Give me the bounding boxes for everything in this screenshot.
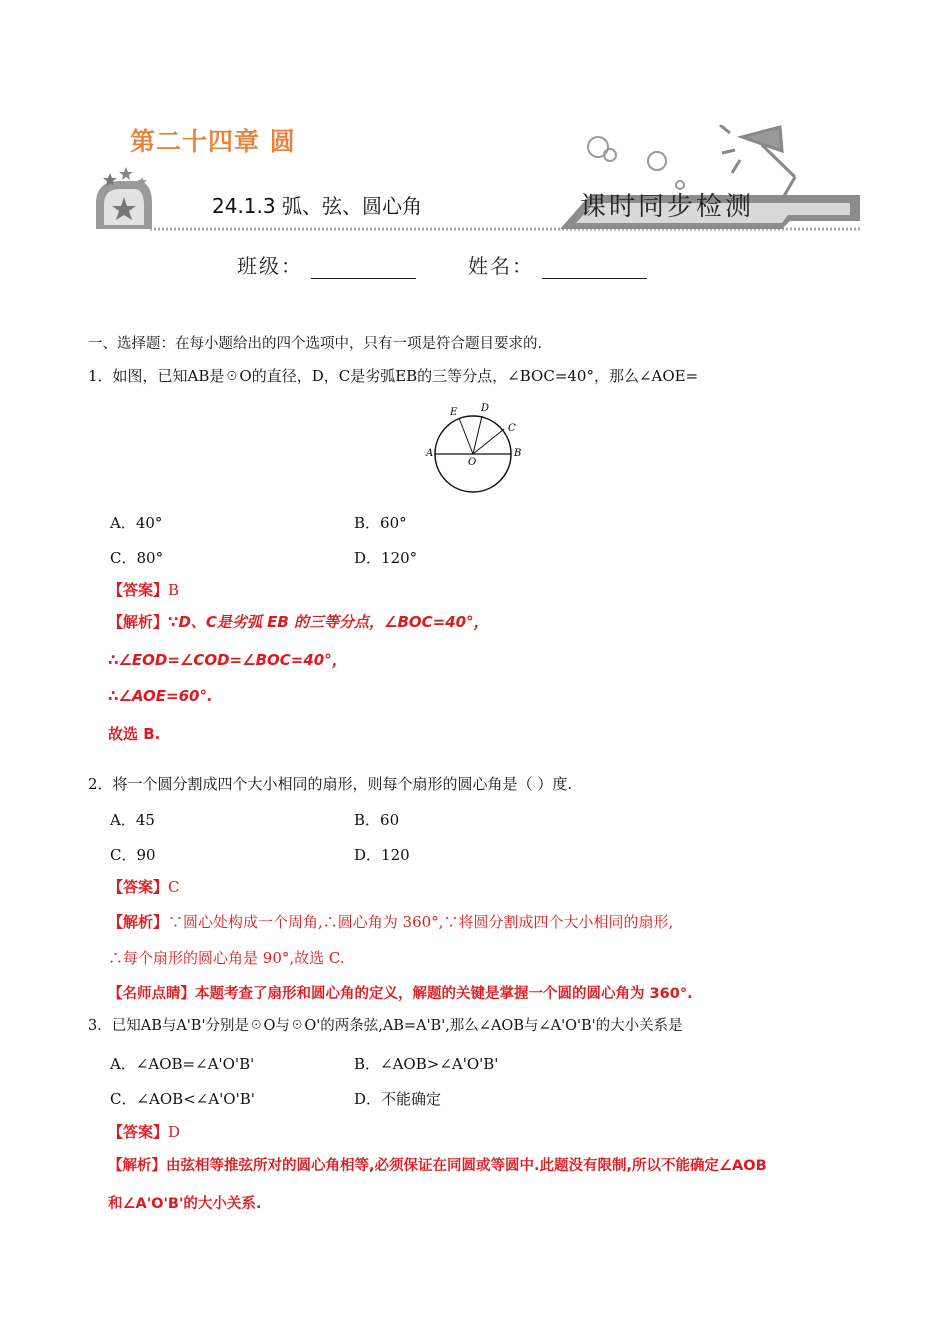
analysis-tag: 【解析】	[108, 1158, 166, 1174]
name-blank[interactable]	[542, 258, 647, 279]
label-a: A	[426, 448, 434, 459]
q3-analysis	[108, 1156, 767, 1176]
analysis-line: ∵D、C是劣弧 EB 的三等分点，∠BOC=40°，	[168, 613, 489, 631]
sync-check-title: 课时同步检测	[580, 192, 755, 222]
analysis-tag: 【解析】	[108, 613, 169, 631]
analysis-line: ∴每个扇形的圆心角是 90°,故选 C.	[108, 949, 345, 967]
q1-option-a[interactable]: A．40°	[110, 514, 163, 532]
question-1: 1．如图，已知AB是☉O的直径，D，C是劣弧EB的三等分点，∠BOC=40°，那么∠AOE=	[88, 367, 699, 385]
q3-option-d[interactable]: D．不能确定	[354, 1090, 442, 1108]
q2-option-a[interactable]: A．45	[110, 811, 155, 829]
analysis-line: 故选 B.	[108, 725, 161, 743]
section-heading: 一、选择题：在每小题给出的四个选项中，只有一项是符合题目要求的.	[88, 336, 543, 352]
q2-option-d[interactable]: D．120	[354, 846, 410, 864]
class-blank[interactable]	[311, 258, 416, 279]
q3-option-a[interactable]: A．∠AOB=∠A'O'B'	[110, 1055, 255, 1073]
tip-text: 本题考查了扇形和圆心角的定义，解题的关键是掌握一个圆的圆心角为 360°.	[195, 986, 693, 1002]
tip-tag: 【名师点睛】	[108, 986, 195, 1002]
q3-option-c[interactable]: C．∠AOB<∠A'O'B'	[110, 1090, 255, 1108]
label-e: E	[450, 407, 458, 418]
section-title: 24.1.3 弧、弦、圆心角	[212, 194, 422, 218]
answer-tag: 【答案】	[108, 1123, 169, 1141]
q1-option-c[interactable]: C．80°	[110, 549, 164, 567]
q2-analysis	[108, 912, 673, 932]
q1-option-b[interactable]: B．60°	[354, 514, 407, 532]
q2-option-c[interactable]: C．90	[110, 846, 156, 864]
analysis-line: ∴∠AOE=60°.	[108, 687, 213, 705]
label-d: D	[481, 403, 490, 414]
q2-option-b[interactable]: B．60	[354, 811, 400, 829]
class-field	[237, 250, 416, 279]
bubble-decoration	[604, 149, 616, 161]
name-field	[468, 250, 647, 279]
q1-option-d[interactable]: D．120°	[354, 549, 418, 567]
answer-value: D	[168, 1123, 181, 1141]
analysis-line: ∵圆心处构成一个周角,∴圆心角为 360°,∵将圆分割成四个大小相同的扇形,	[168, 913, 674, 931]
label-o: O	[468, 457, 477, 468]
q1-analysis	[108, 612, 489, 632]
radius-oe	[459, 418, 473, 454]
question-3: 3．已知AB与A'B'分别是☉O与☉O'的两条弦,AB=A'B',那么∠AOB与∠A'O'B'的大小关系是	[88, 1018, 683, 1034]
analysis-tag: 【解析】	[108, 913, 169, 931]
label-c: C	[508, 423, 516, 434]
analysis-line: 和∠A'O'B'的大小关系.	[108, 1196, 262, 1212]
circle-diagram	[420, 398, 530, 498]
answer-tag: 【答案】	[108, 878, 169, 896]
answer-tag: 【答案】	[108, 581, 169, 599]
analysis-line: ∴∠EOD=∠COD=∠BOC=40°，	[108, 651, 347, 669]
q2-answer	[108, 877, 180, 897]
star-badge-icon	[96, 167, 152, 229]
q3-option-b[interactable]: B．∠AOB>∠A'O'B'	[354, 1055, 499, 1073]
class-label: 班级：	[237, 254, 303, 278]
label-b: B	[514, 448, 522, 459]
bubble-decoration	[648, 152, 666, 170]
question-2: 2．将一个圆分割成四个大小相同的扇形，则每个扇形的圆心角是（ ）度.	[88, 775, 573, 793]
q2-tip	[108, 984, 693, 1004]
answer-value: B	[168, 581, 180, 599]
analysis-line: 由弦相等推弦所对的圆心角相等,必须保证在同圆或等圆中.此题没有限制,所以不能确定∠AOB	[166, 1158, 767, 1174]
q3-answer	[108, 1122, 180, 1142]
answer-value: C	[168, 878, 180, 896]
chapter-title: 第二十四章 圆	[130, 127, 296, 156]
q1-answer	[108, 580, 179, 600]
name-label: 姓名：	[468, 254, 534, 278]
